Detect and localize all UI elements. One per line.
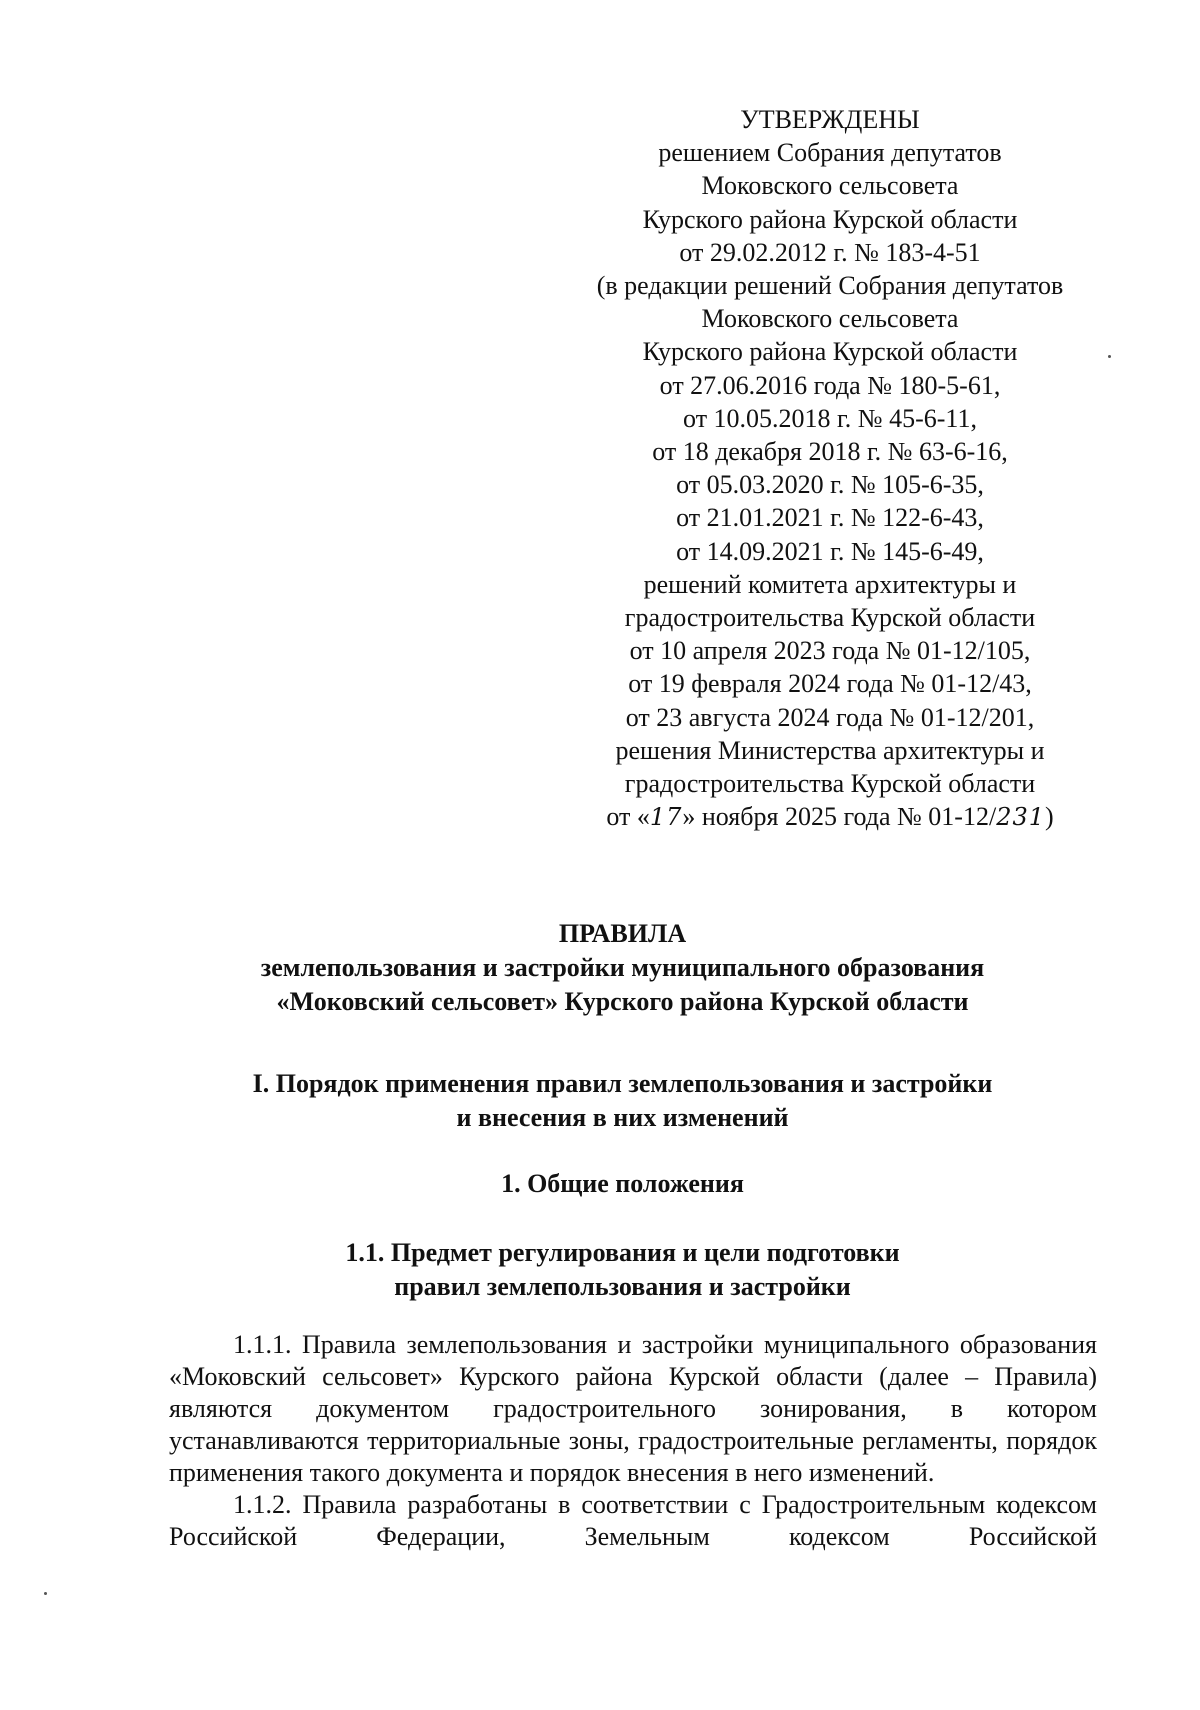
approval-line: от 05.03.2020 г. № 105-6-35, — [676, 470, 984, 500]
approval-line: от 29.02.2012 г. № 183-4-51 — [679, 237, 981, 267]
approval-line: Курского района Курской области — [642, 337, 1018, 367]
document-title: ПРАВИЛА — [558, 919, 687, 948]
document-title-block — [120, 917, 1125, 1019]
section-heading — [120, 1067, 1125, 1135]
approval-line: от 23 августа 2024 года № 01-12/201, — [625, 702, 1035, 732]
approval-line: Курского района Курской области — [642, 204, 1018, 234]
approval-line: от 10 апреля 2023 года № 01-12/105, — [629, 636, 1031, 666]
date-suffix: ) — [1045, 802, 1054, 832]
scan-speck — [1108, 355, 1111, 358]
body-text — [169, 1329, 1097, 1553]
approval-line: от 10.05.2018 г. № 45-6-11, — [683, 403, 977, 433]
document-subtitle: «Моковский сельсовет» Курского района Курской области — [276, 987, 969, 1016]
approval-line: градостроительства Курской области — [624, 769, 1036, 799]
date-middle: » ноября 2025 года № 01-12/ — [682, 802, 997, 832]
section-title: I. Порядок применения правил землепользования и застройки — [252, 1069, 993, 1098]
section-title: и внесения в них изменений — [456, 1103, 789, 1132]
chapter-heading — [120, 1167, 1125, 1201]
date-prefix: от « — [606, 802, 650, 832]
approval-line: решения Министерства архитектуры и — [615, 735, 1045, 765]
approval-line: от 14.09.2021 г. № 145-6-49, — [676, 536, 984, 566]
approval-line: от 27.06.2016 года № 180-5-61, — [659, 370, 1001, 400]
paragraph: 1.1.2. Правила разработаны в соответствии с Градостроительным кодексом Российской Федерации, Земельным кодексом Российской — [169, 1490, 1097, 1551]
subsection-title: правил землепользования и застройки — [394, 1272, 851, 1301]
document-subtitle: землепользования и застройки муниципального образования — [260, 953, 985, 982]
approval-block — [560, 103, 1100, 834]
paragraph: 1.1.1. Правила землепользования и застройки муниципального образования «Моковский сельсовет» Курского района Курской области (далее – Правила) являются документом градостроительного зонирования, в котором устанавливаются территориальные зоны, градостроительные регламенты, порядок применения такого документа и порядок внесения в него изменений. — [169, 1330, 1097, 1487]
subsection-title: 1.1. Предмет регулирования и цели подготовки — [345, 1238, 900, 1267]
approval-date-line — [560, 800, 1100, 834]
handwritten-number: 231 — [996, 803, 1045, 832]
scan-speck — [44, 1592, 47, 1595]
approval-line: Моковского сельсовета — [701, 171, 959, 201]
subsection-heading — [120, 1236, 1125, 1304]
approval-line: от 18 декабря 2018 г. № 63-6-16, — [652, 437, 1008, 467]
approval-title: УТВЕРЖДЕНЫ — [740, 105, 920, 134]
approval-line: градостроительства Курской области — [624, 603, 1036, 633]
approval-line: от 21.01.2021 г. № 122-6-43, — [676, 503, 984, 533]
chapter-title: 1. Общие положения — [501, 1169, 744, 1198]
approval-line: решений комитета архитектуры и — [643, 569, 1017, 599]
approval-line: решением Собрания депутатов — [658, 138, 1002, 168]
approval-line: от 19 февраля 2024 года № 01-12/43, — [628, 669, 1032, 699]
approval-line: (в редакции решений Собрания депутатов — [596, 271, 1064, 301]
handwritten-day: 17 — [649, 803, 683, 832]
approval-line: Моковского сельсовета — [701, 304, 959, 334]
